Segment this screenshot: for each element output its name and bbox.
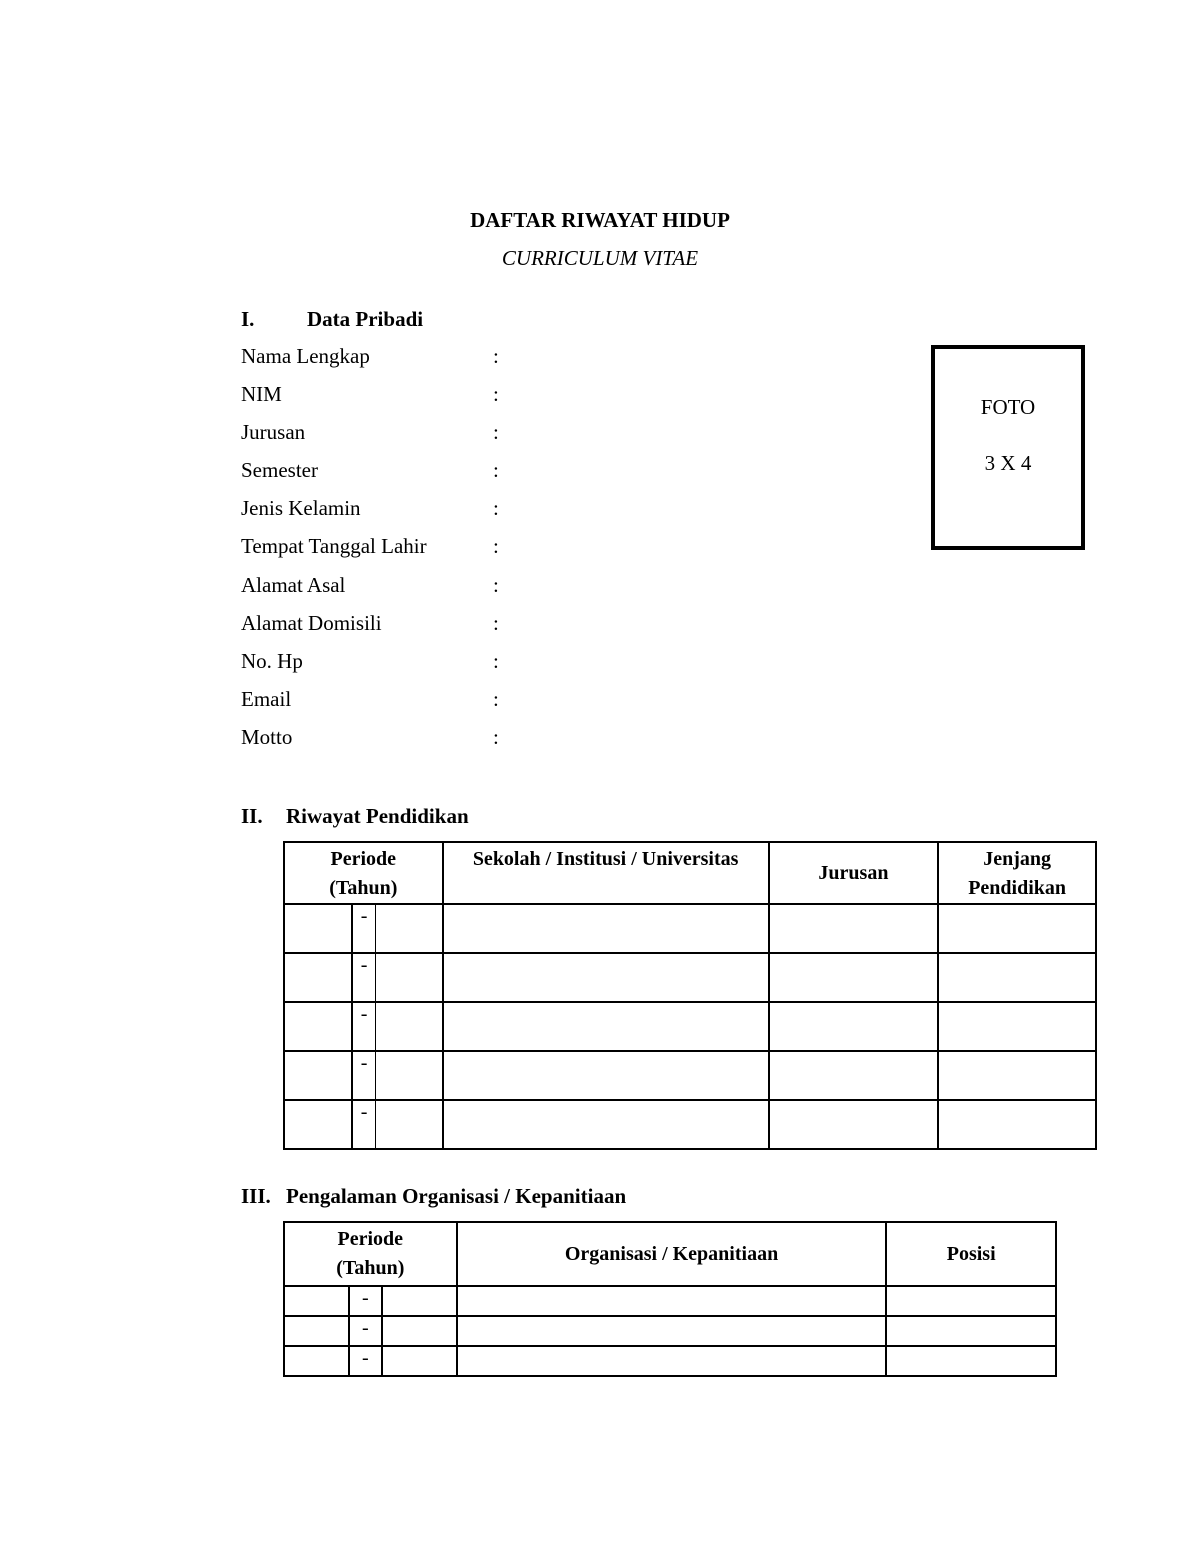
year-end-cell[interactable] bbox=[382, 1316, 457, 1346]
section-number: I. bbox=[241, 307, 255, 331]
sekolah-cell[interactable] bbox=[443, 1100, 769, 1149]
header-jenjang-line1: Jenjang bbox=[983, 848, 1051, 870]
field-label: NIM bbox=[241, 382, 282, 407]
year-end-cell[interactable] bbox=[376, 1002, 443, 1051]
year-end-cell[interactable] bbox=[382, 1346, 457, 1376]
year-end-cell[interactable] bbox=[376, 1100, 443, 1149]
header-jurusan: Jurusan bbox=[769, 842, 939, 904]
field-tempat-tanggal-lahir[interactable] bbox=[241, 534, 641, 572]
field-email[interactable] bbox=[241, 687, 641, 725]
posisi-cell[interactable] bbox=[886, 1346, 1056, 1376]
table-header-row bbox=[284, 1222, 1056, 1286]
field-separator: : bbox=[493, 420, 499, 445]
section-number: II. bbox=[241, 804, 263, 828]
organization-table bbox=[283, 1221, 1057, 1377]
table-row bbox=[284, 1316, 1056, 1346]
field-label: Alamat Domisili bbox=[241, 610, 382, 635]
field-no-hp[interactable] bbox=[241, 649, 641, 687]
sekolah-cell[interactable] bbox=[443, 904, 769, 953]
table-row bbox=[284, 1051, 1096, 1100]
jenjang-cell[interactable] bbox=[938, 1051, 1096, 1100]
field-jurusan[interactable] bbox=[241, 420, 641, 458]
period-dash: - bbox=[349, 1286, 382, 1316]
period-dash: - bbox=[352, 904, 376, 953]
jurusan-cell[interactable] bbox=[769, 1100, 939, 1149]
field-separator: : bbox=[493, 534, 499, 559]
year-start-cell[interactable] bbox=[284, 1051, 352, 1100]
year-start-cell[interactable] bbox=[284, 953, 352, 1002]
header-jenjang bbox=[938, 842, 1096, 904]
table-row bbox=[284, 1100, 1096, 1149]
field-alamat-asal[interactable] bbox=[241, 573, 641, 611]
posisi-cell[interactable] bbox=[886, 1316, 1056, 1346]
jurusan-cell[interactable] bbox=[769, 953, 939, 1002]
section-heading-pengalaman-organisasi bbox=[241, 1184, 626, 1209]
jenjang-cell[interactable] bbox=[938, 1002, 1096, 1051]
header-periode-line1: Periode bbox=[337, 1228, 404, 1250]
table-row bbox=[284, 1346, 1056, 1376]
field-label: Semester bbox=[241, 458, 318, 483]
year-start-cell[interactable] bbox=[284, 904, 352, 953]
field-label: Email bbox=[241, 686, 292, 711]
header-periode bbox=[284, 1222, 457, 1286]
field-separator: : bbox=[493, 572, 499, 597]
table-header-row bbox=[284, 842, 1096, 904]
field-separator: : bbox=[493, 724, 499, 749]
photo-placeholder[interactable] bbox=[931, 345, 1085, 550]
posisi-cell[interactable] bbox=[886, 1286, 1056, 1316]
header-sekolah: Sekolah / Institusi / Universitas bbox=[443, 842, 769, 904]
field-label: Jenis Kelamin bbox=[241, 496, 361, 521]
header-periode-line2: (Tahun) bbox=[329, 877, 398, 899]
section-title: Pengalaman Organisasi / Kepanitiaan bbox=[286, 1184, 627, 1208]
field-jenis-kelamin[interactable] bbox=[241, 496, 641, 534]
jenjang-cell[interactable] bbox=[938, 1100, 1096, 1149]
jurusan-cell[interactable] bbox=[769, 904, 939, 953]
year-start-cell[interactable] bbox=[284, 1100, 352, 1149]
field-motto[interactable] bbox=[241, 725, 641, 763]
header-organisasi: Organisasi / Kepanitiaan bbox=[457, 1222, 887, 1286]
jurusan-cell[interactable] bbox=[769, 1002, 939, 1051]
year-end-cell[interactable] bbox=[376, 904, 443, 953]
field-alamat-domisili[interactable] bbox=[241, 611, 641, 649]
jurusan-cell[interactable] bbox=[769, 1051, 939, 1100]
header-periode-line1: Periode bbox=[330, 848, 397, 870]
field-separator: : bbox=[493, 686, 499, 711]
field-label: Nama Lengkap bbox=[241, 344, 370, 368]
field-nama-lengkap[interactable] bbox=[241, 344, 641, 382]
year-start-cell[interactable] bbox=[284, 1346, 349, 1376]
field-nim[interactable] bbox=[241, 382, 641, 420]
field-separator: : bbox=[493, 648, 499, 673]
jenjang-cell[interactable] bbox=[938, 953, 1096, 1002]
header-posisi: Posisi bbox=[886, 1222, 1056, 1286]
section-heading-data-pribadi bbox=[241, 307, 423, 332]
header-jenjang-line2: Pendidikan bbox=[968, 877, 1067, 899]
sekolah-cell[interactable] bbox=[443, 953, 769, 1002]
photo-size: 3 X 4 bbox=[984, 451, 1032, 475]
document-title: DAFTAR RIWAYAT HIDUP bbox=[470, 208, 730, 232]
period-dash: - bbox=[352, 953, 376, 1002]
period-dash: - bbox=[352, 1002, 376, 1051]
organisasi-cell[interactable] bbox=[457, 1316, 887, 1346]
section-number: III. bbox=[241, 1184, 271, 1208]
field-label: No. Hp bbox=[241, 648, 303, 673]
organisasi-cell[interactable] bbox=[457, 1286, 887, 1316]
field-label: Jurusan bbox=[241, 420, 306, 445]
field-semester[interactable] bbox=[241, 458, 641, 496]
field-label: Tempat Tanggal Lahir bbox=[241, 534, 427, 559]
photo-label: FOTO bbox=[980, 395, 1036, 419]
table-row bbox=[284, 1286, 1056, 1316]
education-table bbox=[283, 841, 1097, 1150]
period-dash: - bbox=[352, 1051, 376, 1100]
sekolah-cell[interactable] bbox=[443, 1002, 769, 1051]
sekolah-cell[interactable] bbox=[443, 1051, 769, 1100]
section-heading-riwayat-pendidikan bbox=[241, 804, 469, 829]
field-separator: : bbox=[493, 382, 499, 407]
field-separator: : bbox=[493, 496, 499, 521]
field-label: Motto bbox=[241, 724, 293, 749]
period-dash: - bbox=[349, 1346, 382, 1376]
year-end-cell[interactable] bbox=[382, 1286, 457, 1316]
field-separator: : bbox=[493, 344, 499, 368]
year-start-cell[interactable] bbox=[284, 1286, 349, 1316]
field-label: Alamat Asal bbox=[241, 572, 346, 597]
organisasi-cell[interactable] bbox=[457, 1346, 887, 1376]
period-dash: - bbox=[349, 1316, 382, 1346]
year-start-cell[interactable] bbox=[284, 1002, 352, 1051]
period-dash: - bbox=[352, 1100, 376, 1149]
section-title: Data Pribadi bbox=[307, 307, 424, 331]
field-separator: : bbox=[493, 610, 499, 635]
year-end-cell[interactable] bbox=[376, 953, 443, 1002]
section-title: Riwayat Pendidikan bbox=[286, 804, 469, 828]
document-subtitle: CURRICULUM VITAE bbox=[501, 246, 699, 270]
table-row bbox=[284, 953, 1096, 1002]
year-start-cell[interactable] bbox=[284, 1316, 349, 1346]
table-row bbox=[284, 1002, 1096, 1051]
personal-data-fields bbox=[241, 344, 641, 763]
field-separator: : bbox=[493, 458, 499, 483]
table-row bbox=[284, 904, 1096, 953]
year-end-cell[interactable] bbox=[376, 1051, 443, 1100]
jenjang-cell[interactable] bbox=[938, 904, 1096, 953]
header-periode bbox=[284, 842, 443, 904]
header-periode-line2: (Tahun) bbox=[336, 1257, 405, 1279]
